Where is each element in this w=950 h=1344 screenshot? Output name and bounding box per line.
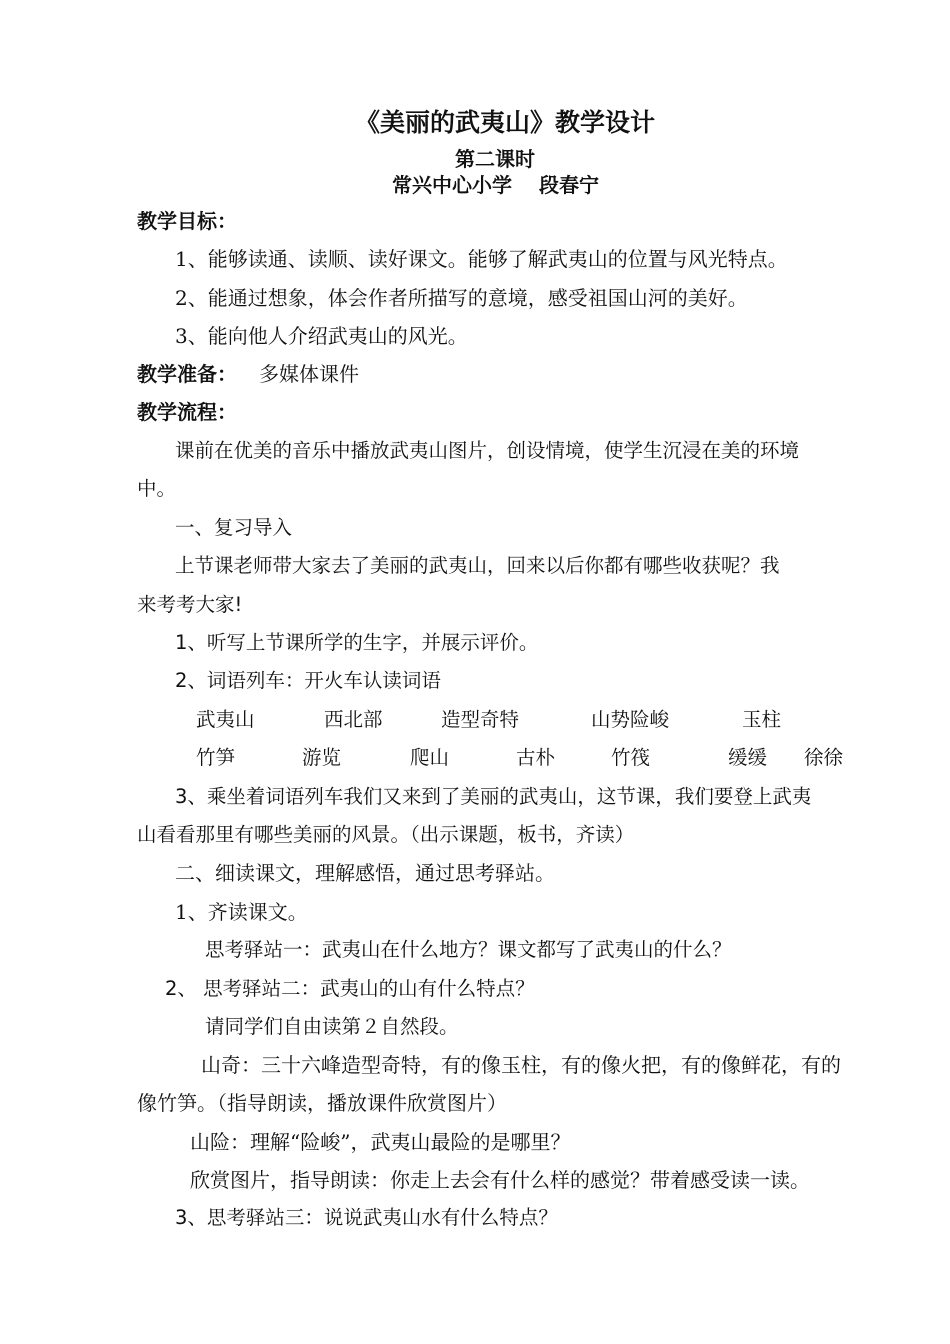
goal-item: 2、能通过想象，体会作者所描写的意境，感受祖国山河的美好。: [175, 286, 748, 310]
step-item: 2、词语列车：开火车认读词语: [175, 669, 441, 692]
prep-line: [137, 361, 359, 387]
thinking-station: 2、 思考驿站二：武夷山的山有什么特点？: [165, 977, 535, 1000]
vocab-word: 竹筏: [611, 746, 651, 769]
thinking-station: 思考驿站一：武夷山在什么地方？课文都写了武夷山的什么？: [205, 938, 732, 961]
goal-item: 1、能够读通、读顺、读好课文。能够了解武夷山的位置与风光特点。: [175, 247, 788, 271]
part1-text: 来考考大家!: [137, 593, 243, 616]
vocab-word: 古朴: [516, 746, 556, 769]
lesson-label: 第二课时: [455, 147, 535, 171]
reading-instruction: 请同学们自由读第２自然段。: [205, 1015, 459, 1038]
appreciation-instruction: 欣赏图片，指导朗读：你走上去会有什么样的感觉？带着感受读一读。: [190, 1168, 810, 1192]
vocab-word: 竹笋: [196, 746, 236, 769]
vocab-word: 山势险峻: [591, 708, 670, 731]
vocab-word: 爬山: [410, 746, 450, 769]
step-item: 1、听写上节课所学的生字，并展示评价。: [175, 631, 539, 654]
mountain-feature: 山险：理解“险峻”，武夷山最险的是哪里？: [190, 1130, 571, 1154]
part1-text: 上节课老师带大家去了美丽的武夷山，回来以后你都有哪些收获呢？我: [175, 554, 780, 577]
intro-paragraph: 课前在优美的音乐中播放武夷山图片，创设情境，使学生沉浸在美的环境: [175, 439, 800, 462]
part2-step: 1、齐读课文。: [175, 900, 308, 924]
vocab-word: 玉柱: [742, 708, 782, 731]
goals-heading: 教学目标：: [137, 209, 237, 233]
part1-heading: 一、复习导入: [175, 516, 293, 539]
flow-heading: 教学流程：: [137, 400, 237, 424]
vocab-word: 游览: [302, 746, 342, 769]
document-title: 《美丽的武夷山》教学设计: [355, 108, 656, 137]
step-item: 3、乘坐着词语列车我们又来到了美丽的武夷山，这节课，我们要登上武夷: [175, 785, 812, 808]
thinking-station: 3、思考驿站三：说说武夷山水有什么特点？: [175, 1206, 558, 1229]
vocab-word: 徐徐: [804, 746, 844, 769]
vocab-word: 武夷山: [196, 708, 255, 731]
mountain-feature: 山奇：三十六峰造型奇特，有的像玉柱，有的像火把，有的像鲜花，有的: [201, 1053, 841, 1077]
goal-item: 3、能向他人介绍武夷山的风光。: [175, 324, 468, 348]
vocab-word: 西北部: [324, 708, 383, 731]
prep-value: 多媒体课件: [259, 362, 359, 386]
mountain-feature-continued: 像竹笋。（指导朗读，播放课件欣赏图片）: [137, 1091, 507, 1115]
intro-paragraph: 中。: [137, 477, 177, 500]
prep-heading: 教学准备：: [137, 362, 237, 386]
author-line: 常兴中心小学 段春宁: [392, 173, 599, 197]
part2-heading: 二、细读课文，理解感悟，通过思考驿站。: [175, 861, 555, 885]
step-item-continued: 山看看那里有哪些美丽的风景。（出示课题，板书，齐读）: [137, 823, 635, 846]
vocab-word: 缓缓: [728, 746, 768, 769]
vocab-word: 造型奇特: [441, 708, 520, 731]
